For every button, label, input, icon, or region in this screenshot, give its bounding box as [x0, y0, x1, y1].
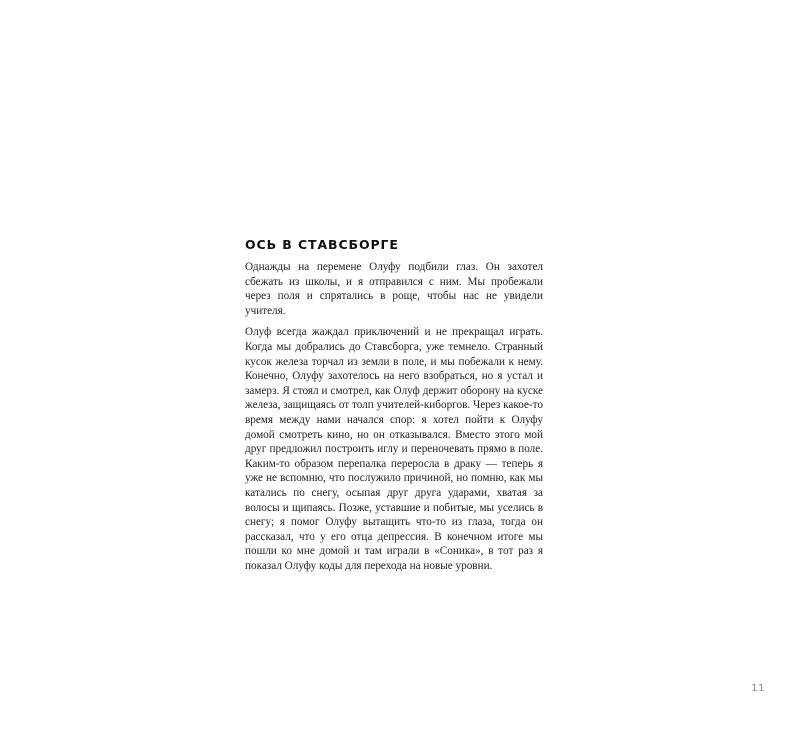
- page-number: 11: [751, 683, 765, 694]
- article: [245, 236, 543, 573]
- article-paragraph-2: Олуф всегда жаждал приключений и не прекращал играть. Когда мы добрались до Ставсборга, уже темнело. Странный кусок железа торчал из земли в поле, и мы побежали к нему. Конечно, Олуфу захотелось на него взобраться, но я устал и замерз. Я стоял и смотрел, как Олуф держит оборону на куске железа, защищаясь от толп учителей-киборгов. Через какое-то время между нами начался спор: я хотел пойти к Олуфу домой смотреть кино, но он отказывался. Вместо этого мой друг предложил построить иглу и переночевать прямо в поле. Каким-то образом перепалка переросла в драку — теперь я уже не вспомню, что послужило причиной, но помню, как мы катались по снегу, осыпая друг друга ударами, хватая за волосы и щипаясь. Позже, уставшие и побитые, мы уселись в снегу; я помог Олуфу вытащить что-то из глаза, тогда он рассказал, что у его отца депрессия. В конечном итоге мы пошли ко мне домой и там играли в «Соника», в тот раз я показал Олуфу коды для перехода на новые уровни.: [245, 326, 543, 572]
- article-paragraph-1: Однажды на перемене Олуфу подбили глаз. Он захотел сбежать из школы, и я отправился с ним. Мы пробежали через поля и спрятались в роще, чтобы нас не увидели учителя.: [245, 261, 543, 317]
- article-title: ОСЬ В СТАВСБОРГЕ: [245, 237, 399, 252]
